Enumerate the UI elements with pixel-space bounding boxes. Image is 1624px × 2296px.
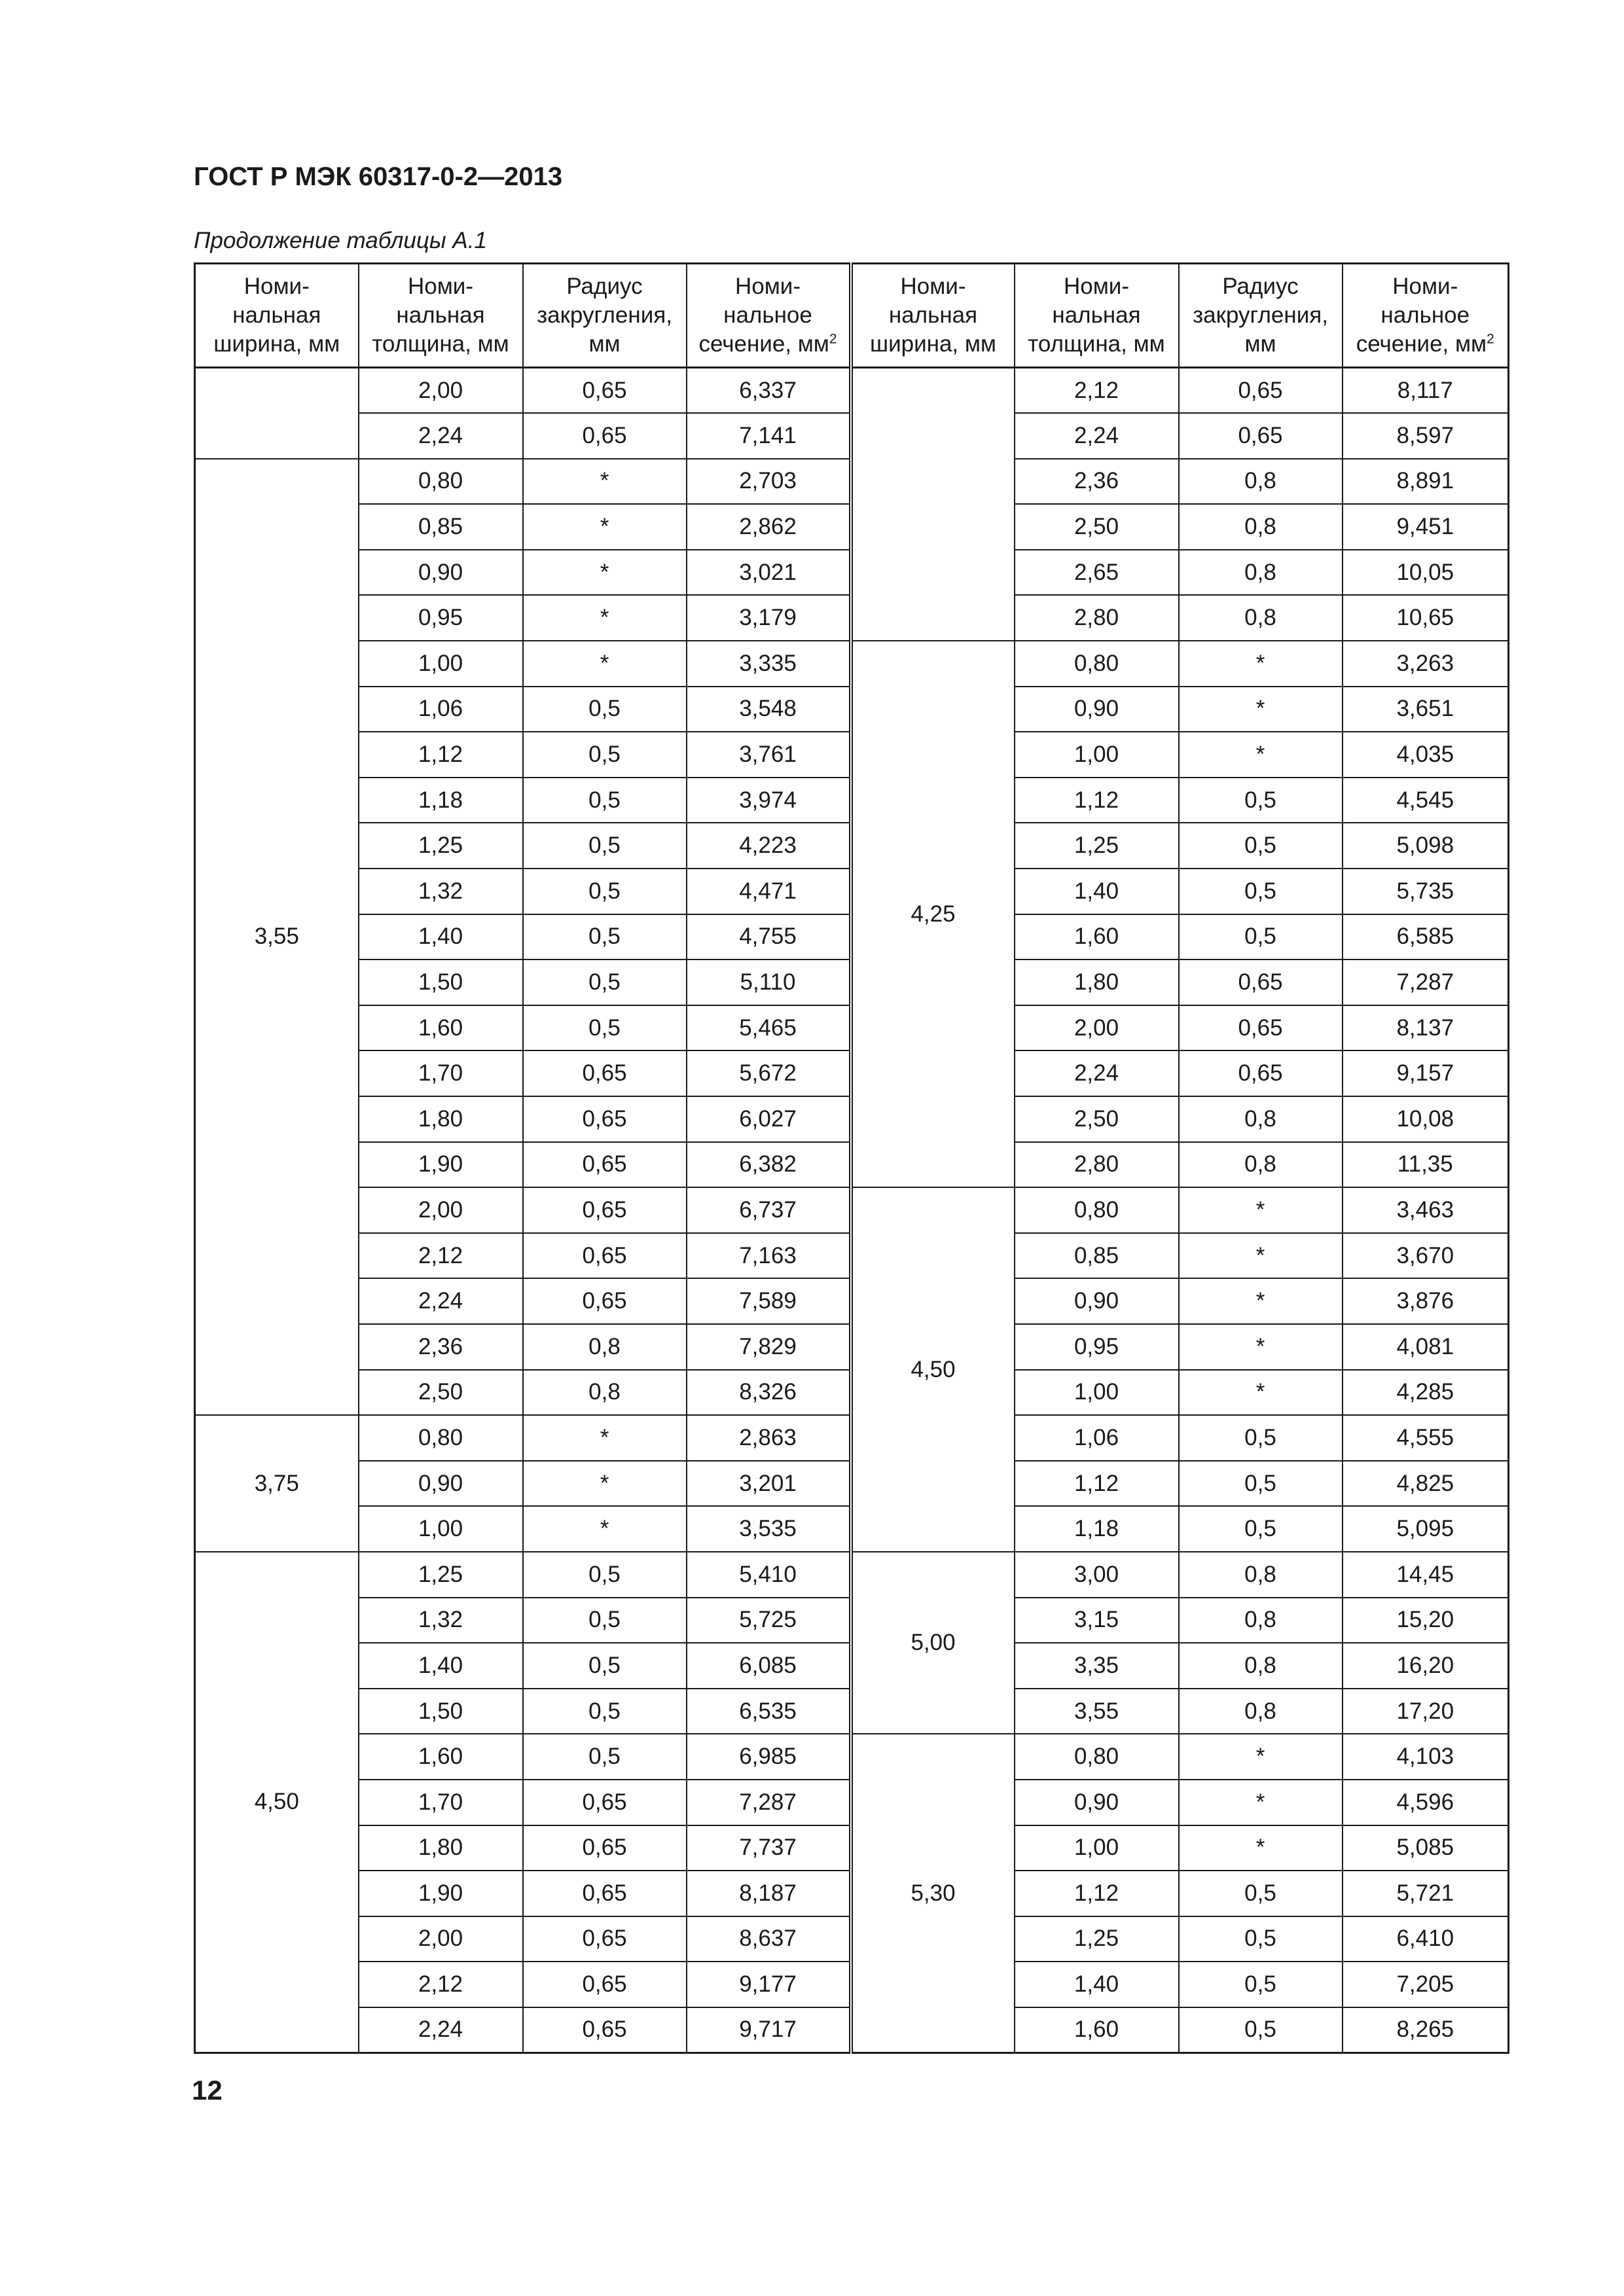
radius-cell-right: 0,5 (1179, 1916, 1343, 1962)
section-cell-left: 3,179 (687, 595, 851, 641)
radius-cell-left: 0,65 (523, 1050, 687, 1096)
header-line: закругления, (1193, 302, 1328, 328)
thickness-cell-left: 2,50 (359, 1370, 523, 1416)
radius-cell-right: 0,8 (1179, 595, 1343, 641)
radius-cell-left: 0,65 (523, 1916, 687, 1962)
thickness-cell-right: 2,65 (1015, 550, 1179, 596)
header-line: мм (588, 331, 621, 357)
thickness-cell-left: 0,95 (359, 595, 523, 641)
section-cell-right: 6,410 (1343, 1916, 1509, 1962)
nominal-width-cell-left: 3,55 (195, 459, 359, 1415)
radius-cell-left: 0,65 (523, 1278, 687, 1324)
radius-cell-right: 0,8 (1179, 1552, 1343, 1598)
section-cell-left: 6,085 (687, 1643, 851, 1689)
thickness-cell-right: 1,80 (1015, 960, 1179, 1005)
section-cell-left: 7,589 (687, 1278, 851, 1324)
thickness-cell-right: 0,90 (1015, 1780, 1179, 1825)
radius-cell-right: 0,8 (1179, 1142, 1343, 1188)
radius-cell-right: * (1179, 1324, 1343, 1370)
section-cell-left: 4,471 (687, 869, 851, 914)
header-line: нальная (888, 302, 978, 328)
thickness-cell-left: 1,25 (359, 1552, 523, 1598)
thickness-cell-left: 1,60 (359, 1005, 523, 1051)
radius-cell-right: * (1179, 1233, 1343, 1279)
thickness-cell-right: 3,55 (1015, 1689, 1179, 1734)
thickness-cell-left: 1,80 (359, 1096, 523, 1142)
radius-cell-left: 0,65 (523, 1096, 687, 1142)
nominal-width-cell-right: 5,00 (851, 1552, 1015, 1734)
section-cell-left: 3,021 (687, 550, 851, 596)
thickness-cell-left: 1,70 (359, 1780, 523, 1825)
header-radius-right (1179, 264, 1343, 368)
thickness-cell-right: 0,95 (1015, 1324, 1179, 1370)
header-line: мм (1244, 331, 1276, 357)
section-cell-left: 3,201 (687, 1461, 851, 1507)
thickness-cell-right: 1,00 (1015, 1370, 1179, 1416)
section-cell-right: 5,095 (1343, 1506, 1509, 1552)
header-row (195, 264, 1509, 368)
header-line-text: сечение, мм (698, 331, 829, 357)
thickness-cell-left: 1,00 (359, 1506, 523, 1552)
section-cell-right: 4,285 (1343, 1370, 1509, 1416)
radius-cell-left: * (523, 641, 687, 687)
thickness-cell-left: 1,12 (359, 732, 523, 778)
radius-cell-left: 0,65 (523, 1187, 687, 1233)
section-cell-right: 4,035 (1343, 732, 1509, 778)
section-cell-left: 7,287 (687, 1780, 851, 1825)
section-cell-right: 7,205 (1343, 1962, 1509, 2007)
radius-cell-right: * (1179, 1370, 1343, 1416)
radius-cell-right: 0,65 (1179, 1050, 1343, 1096)
section-cell-left: 9,717 (687, 2007, 851, 2053)
thickness-cell-right: 3,00 (1015, 1552, 1179, 1598)
table-row (195, 1734, 1509, 1780)
header-line (1343, 330, 1508, 359)
radius-cell-right: 0,5 (1179, 1871, 1343, 1916)
header-section-right (1343, 264, 1509, 368)
radius-cell-right: 0,8 (1179, 1643, 1343, 1689)
table-row (195, 641, 1509, 687)
section-cell-right: 10,08 (1343, 1096, 1509, 1142)
radius-cell-left: 0,65 (523, 413, 687, 459)
header-section-left (687, 264, 851, 368)
section-cell-left: 4,223 (687, 823, 851, 869)
section-cell-right: 16,20 (1343, 1643, 1509, 1689)
section-cell-left: 7,737 (687, 1825, 851, 1871)
nominal-width-cell-left: 4,50 (195, 1552, 359, 2053)
section-cell-right: 17,20 (1343, 1689, 1509, 1734)
section-cell-right: 4,081 (1343, 1324, 1509, 1370)
radius-cell-right: 0,5 (1179, 1962, 1343, 2007)
header-line (687, 330, 849, 359)
section-cell-right: 4,596 (1343, 1780, 1509, 1825)
radius-cell-left: 0,5 (523, 823, 687, 869)
section-cell-left: 2,862 (687, 504, 851, 550)
section-cell-left: 8,326 (687, 1370, 851, 1416)
thickness-cell-left: 1,25 (359, 823, 523, 869)
radius-cell-right: * (1179, 641, 1343, 687)
header-width-left (195, 264, 359, 368)
thickness-cell-left: 1,32 (359, 869, 523, 914)
section-cell-left: 6,985 (687, 1734, 851, 1780)
thickness-cell-right: 3,35 (1015, 1643, 1179, 1689)
header-line: нальная (1052, 302, 1141, 328)
thickness-cell-right: 1,12 (1015, 1871, 1179, 1916)
thickness-cell-left: 1,90 (359, 1142, 523, 1188)
thickness-cell-left: 1,40 (359, 1643, 523, 1689)
section-cell-right: 6,585 (1343, 914, 1509, 960)
thickness-cell-right: 0,80 (1015, 641, 1179, 687)
radius-cell-right: 0,5 (1179, 823, 1343, 869)
radius-cell-right: * (1179, 732, 1343, 778)
radius-cell-left: 0,8 (523, 1370, 687, 1416)
radius-cell-left: 0,65 (523, 1233, 687, 1279)
section-cell-left: 9,177 (687, 1962, 851, 2007)
thickness-cell-left: 0,85 (359, 504, 523, 550)
header-line: толщина, мм (372, 331, 509, 357)
radius-cell-left: 0,5 (523, 1552, 687, 1598)
thickness-cell-right: 0,80 (1015, 1734, 1179, 1780)
radius-cell-left: 0,65 (523, 1871, 687, 1916)
radius-cell-left: 0,5 (523, 1734, 687, 1780)
section-cell-left: 6,027 (687, 1096, 851, 1142)
section-cell-right: 3,463 (1343, 1187, 1509, 1233)
thickness-cell-right: 1,12 (1015, 778, 1179, 823)
page-number: 12 (192, 2075, 223, 2106)
section-cell-right: 5,721 (1343, 1871, 1509, 1916)
section-cell-right: 4,545 (1343, 778, 1509, 823)
nominal-width-cell-left (195, 368, 359, 459)
section-cell-left: 3,335 (687, 641, 851, 687)
nominal-width-cell-right: 4,50 (851, 1187, 1015, 1552)
thickness-cell-right: 2,24 (1015, 413, 1179, 459)
header-line: толщина, мм (1028, 331, 1165, 357)
thickness-cell-right: 0,85 (1015, 1233, 1179, 1279)
header-line: нальная (396, 302, 485, 328)
header-line: Номи- (407, 274, 473, 299)
section-cell-right: 8,117 (1343, 368, 1509, 414)
radius-cell-left: 0,65 (523, 2007, 687, 2053)
thickness-cell-right: 2,80 (1015, 1142, 1179, 1188)
document-title: ГОСТ Р МЭК 60317-0-2—2013 (194, 162, 563, 191)
table-row (195, 1187, 1509, 1233)
radius-cell-right: 0,5 (1179, 1415, 1343, 1461)
thickness-cell-right: 2,80 (1015, 595, 1179, 641)
thickness-cell-left: 1,60 (359, 1734, 523, 1780)
nominal-width-cell-left: 3,75 (195, 1415, 359, 1552)
header-width-right (851, 264, 1015, 368)
radius-cell-left: * (523, 459, 687, 505)
radius-cell-left: 0,65 (523, 1962, 687, 2007)
header-thickness-left (359, 264, 523, 368)
radius-cell-right: 0,5 (1179, 914, 1343, 960)
radius-cell-left: 0,5 (523, 1598, 687, 1643)
header-line: ширина, мм (869, 331, 996, 357)
radius-cell-right: * (1179, 1187, 1343, 1233)
nominal-width-cell-right: 4,25 (851, 641, 1015, 1187)
section-cell-left: 2,703 (687, 459, 851, 505)
section-cell-right: 4,103 (1343, 1734, 1509, 1780)
section-cell-left: 2,863 (687, 1415, 851, 1461)
section-cell-left: 6,337 (687, 368, 851, 414)
thickness-cell-right: 1,25 (1015, 1916, 1179, 1962)
thickness-cell-right: 2,50 (1015, 504, 1179, 550)
thickness-cell-left: 1,32 (359, 1598, 523, 1643)
radius-cell-right: * (1179, 1825, 1343, 1871)
radius-cell-left: * (523, 595, 687, 641)
table-row (195, 368, 1509, 414)
thickness-cell-right: 1,06 (1015, 1415, 1179, 1461)
thickness-cell-right: 1,40 (1015, 1962, 1179, 2007)
thickness-cell-left: 0,80 (359, 459, 523, 505)
table-caption: Продолжение таблицы А.1 (194, 228, 487, 253)
thickness-cell-left: 2,24 (359, 413, 523, 459)
radius-cell-right: 0,5 (1179, 1506, 1343, 1552)
thickness-cell-left: 1,90 (359, 1871, 523, 1916)
section-cell-right: 10,05 (1343, 550, 1509, 596)
thickness-cell-left: 2,12 (359, 1962, 523, 2007)
section-cell-right: 11,35 (1343, 1142, 1509, 1188)
section-cell-left: 7,829 (687, 1324, 851, 1370)
radius-cell-left: 0,65 (523, 1825, 687, 1871)
section-cell-left: 7,163 (687, 1233, 851, 1279)
radius-cell-right: * (1179, 1734, 1343, 1780)
header-line: Номи- (1063, 274, 1129, 299)
thickness-cell-right: 0,80 (1015, 1187, 1179, 1233)
thickness-cell-left: 1,40 (359, 914, 523, 960)
thickness-cell-left: 1,80 (359, 1825, 523, 1871)
section-cell-right: 9,451 (1343, 504, 1509, 550)
radius-cell-right: 0,65 (1179, 413, 1343, 459)
header-line: нальная (232, 302, 321, 328)
radius-cell-right: 0,8 (1179, 1598, 1343, 1643)
header-radius-left (523, 264, 687, 368)
section-cell-left: 8,637 (687, 1916, 851, 1962)
section-cell-left: 5,725 (687, 1598, 851, 1643)
thickness-cell-right: 2,24 (1015, 1050, 1179, 1096)
radius-cell-right: 0,8 (1179, 1096, 1343, 1142)
unit-superscript: 2 (1487, 331, 1494, 347)
section-cell-left: 5,465 (687, 1005, 851, 1051)
thickness-cell-left: 1,50 (359, 960, 523, 1005)
thickness-cell-left: 2,36 (359, 1324, 523, 1370)
section-cell-right: 8,891 (1343, 459, 1509, 505)
section-cell-right: 10,65 (1343, 595, 1509, 641)
section-cell-left: 3,761 (687, 732, 851, 778)
radius-cell-left: 0,5 (523, 914, 687, 960)
radius-cell-right: 0,8 (1179, 504, 1343, 550)
section-cell-right: 3,263 (1343, 641, 1509, 687)
section-cell-right: 8,265 (1343, 2007, 1509, 2053)
section-cell-right: 4,825 (1343, 1461, 1509, 1507)
thickness-cell-left: 1,70 (359, 1050, 523, 1096)
section-cell-right: 7,287 (1343, 960, 1509, 1005)
section-cell-right: 5,085 (1343, 1825, 1509, 1871)
section-cell-right: 5,735 (1343, 869, 1509, 914)
thickness-cell-right: 1,60 (1015, 914, 1179, 960)
section-cell-left: 8,187 (687, 1871, 851, 1916)
radius-cell-right: 0,65 (1179, 368, 1343, 414)
thickness-cell-left: 1,18 (359, 778, 523, 823)
radius-cell-right: 0,8 (1179, 1689, 1343, 1734)
radius-cell-left: 0,5 (523, 687, 687, 732)
header-line: Номи- (900, 274, 966, 299)
thickness-cell-left: 1,00 (359, 641, 523, 687)
table-row (195, 1552, 1509, 1598)
radius-cell-right: * (1179, 1780, 1343, 1825)
nominal-width-cell-right (851, 368, 1015, 641)
section-cell-right: 15,20 (1343, 1598, 1509, 1643)
thickness-cell-right: 1,12 (1015, 1461, 1179, 1507)
header-line: Номи- (1392, 274, 1458, 299)
radius-cell-left: 0,5 (523, 1005, 687, 1051)
thickness-cell-left: 2,00 (359, 1187, 523, 1233)
section-cell-right: 9,157 (1343, 1050, 1509, 1096)
thickness-cell-left: 1,50 (359, 1689, 523, 1734)
header-line: нальное (723, 302, 812, 328)
thickness-cell-right: 0,90 (1015, 687, 1179, 732)
header-line: Номи- (244, 274, 310, 299)
section-cell-right: 8,597 (1343, 413, 1509, 459)
section-cell-right: 14,45 (1343, 1552, 1509, 1598)
thickness-cell-right: 2,12 (1015, 368, 1179, 414)
thickness-cell-right: 1,18 (1015, 1506, 1179, 1552)
section-cell-left: 7,141 (687, 413, 851, 459)
radius-cell-right: 0,8 (1179, 459, 1343, 505)
thickness-cell-right: 1,40 (1015, 869, 1179, 914)
thickness-cell-left: 2,12 (359, 1233, 523, 1279)
radius-cell-right: 0,5 (1179, 778, 1343, 823)
radius-cell-left: 0,5 (523, 732, 687, 778)
section-cell-right: 3,651 (1343, 687, 1509, 732)
thickness-cell-left: 0,90 (359, 1461, 523, 1507)
radius-cell-left: * (523, 550, 687, 596)
thickness-cell-right: 2,50 (1015, 1096, 1179, 1142)
radius-cell-left: 0,65 (523, 1142, 687, 1188)
header-line: закругления, (537, 302, 672, 328)
nominal-width-cell-right: 5,30 (851, 1734, 1015, 2053)
thickness-cell-right: 2,36 (1015, 459, 1179, 505)
section-cell-left: 6,737 (687, 1187, 851, 1233)
thickness-cell-right: 2,00 (1015, 1005, 1179, 1051)
section-cell-left: 6,535 (687, 1689, 851, 1734)
section-cell-left: 5,672 (687, 1050, 851, 1096)
thickness-cell-left: 0,90 (359, 550, 523, 596)
header-line: ширина, мм (213, 331, 340, 357)
radius-cell-left: 0,5 (523, 869, 687, 914)
thickness-cell-right: 1,60 (1015, 2007, 1179, 2053)
section-cell-right: 4,555 (1343, 1415, 1509, 1461)
thickness-cell-right: 0,90 (1015, 1278, 1179, 1324)
unit-superscript: 2 (829, 331, 837, 347)
section-cell-right: 5,098 (1343, 823, 1509, 869)
dimensions-table (194, 262, 1509, 2054)
radius-cell-left: 0,8 (523, 1324, 687, 1370)
section-cell-left: 5,410 (687, 1552, 851, 1598)
header-line: Радиус (1222, 274, 1299, 299)
radius-cell-left: 0,65 (523, 1780, 687, 1825)
radius-cell-right: * (1179, 1278, 1343, 1324)
radius-cell-right: 0,65 (1179, 1005, 1343, 1051)
thickness-cell-right: 1,00 (1015, 1825, 1179, 1871)
section-cell-right: 8,137 (1343, 1005, 1509, 1051)
radius-cell-left: * (523, 1461, 687, 1507)
section-cell-left: 6,382 (687, 1142, 851, 1188)
section-cell-right: 3,876 (1343, 1278, 1509, 1324)
section-cell-right: 3,670 (1343, 1233, 1509, 1279)
radius-cell-left: 0,5 (523, 1643, 687, 1689)
thickness-cell-left: 1,06 (359, 687, 523, 732)
header-line: нальное (1380, 302, 1470, 328)
radius-cell-left: 0,5 (523, 778, 687, 823)
radius-cell-right: 0,5 (1179, 869, 1343, 914)
header-line-text: сечение, мм (1356, 331, 1487, 357)
radius-cell-right: 0,5 (1179, 2007, 1343, 2053)
thickness-cell-right: 1,25 (1015, 823, 1179, 869)
radius-cell-right: * (1179, 687, 1343, 732)
section-cell-left: 3,548 (687, 687, 851, 732)
radius-cell-left: 0,5 (523, 1689, 687, 1734)
radius-cell-right: 0,8 (1179, 550, 1343, 596)
section-cell-left: 5,110 (687, 960, 851, 1005)
thickness-cell-left: 2,24 (359, 1278, 523, 1324)
thickness-cell-left: 0,80 (359, 1415, 523, 1461)
thickness-cell-right: 3,15 (1015, 1598, 1179, 1643)
radius-cell-left: * (523, 1506, 687, 1552)
thickness-cell-left: 2,00 (359, 1916, 523, 1962)
header-line: Номи- (734, 274, 801, 299)
header-line: Радиус (566, 274, 643, 299)
radius-cell-left: 0,5 (523, 960, 687, 1005)
radius-cell-right: 0,65 (1179, 960, 1343, 1005)
thickness-cell-left: 2,00 (359, 368, 523, 414)
section-cell-left: 3,974 (687, 778, 851, 823)
section-cell-left: 3,535 (687, 1506, 851, 1552)
thickness-cell-right: 1,00 (1015, 732, 1179, 778)
header-thickness-right (1015, 264, 1179, 368)
thickness-cell-left: 2,24 (359, 2007, 523, 2053)
radius-cell-left: 0,65 (523, 368, 687, 414)
radius-cell-left: * (523, 504, 687, 550)
section-cell-left: 4,755 (687, 914, 851, 960)
radius-cell-left: * (523, 1415, 687, 1461)
radius-cell-right: 0,5 (1179, 1461, 1343, 1507)
